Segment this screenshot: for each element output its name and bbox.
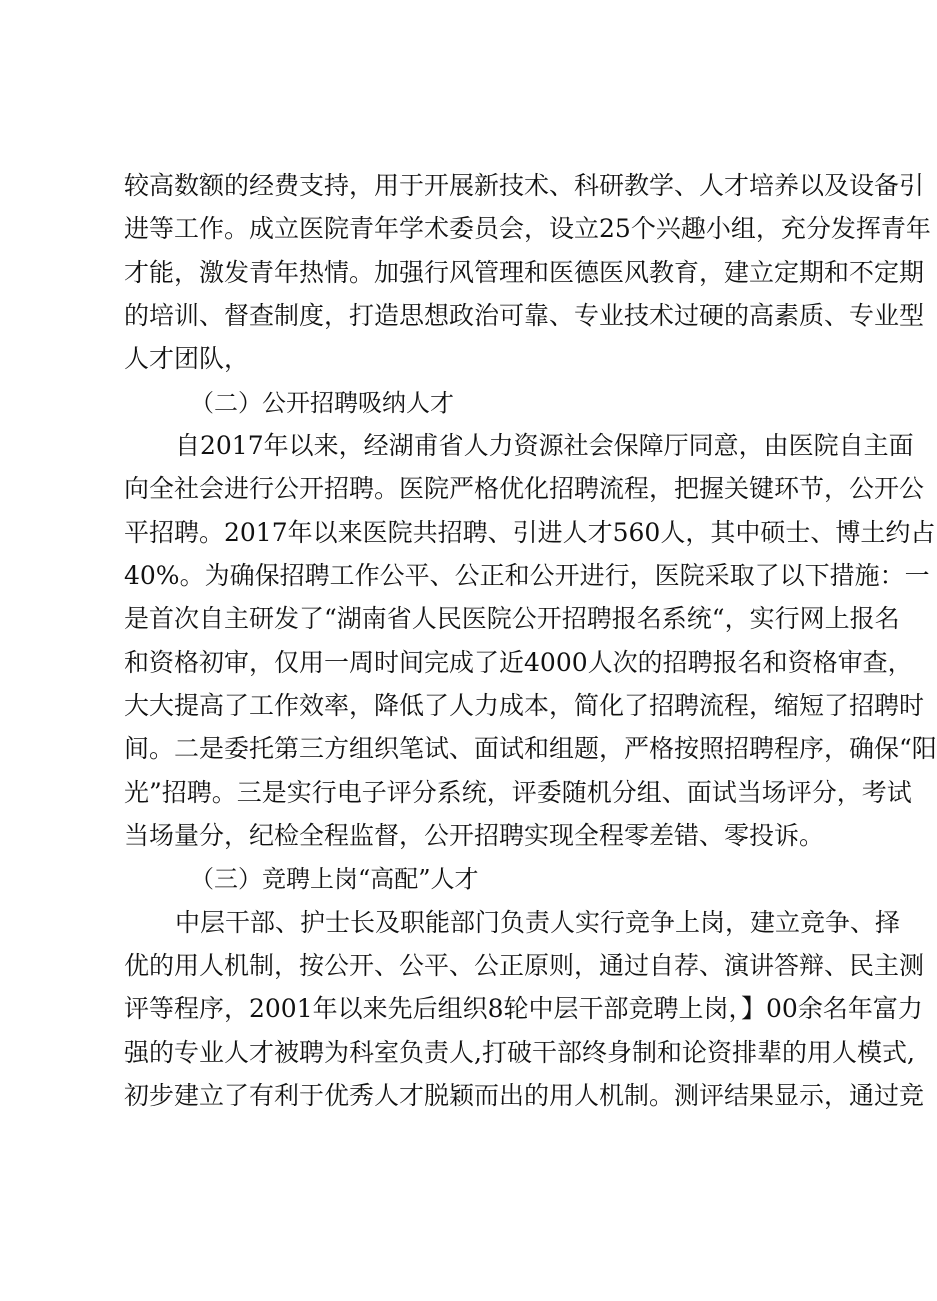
paragraph-first-line: 自2017年以来，经湖甫省人力资源社会保障厅同意，由医院自主面: [175, 431, 914, 460]
body-line: 大大提高了工作效率，降低了人力成本，简化了招聘流程，缩短了招聘时: [124, 691, 925, 720]
body-line: 向全社会进行公开招聘。医院严格优化招聘流程，把握关键环节，公开公: [124, 474, 925, 503]
section-heading-2: （二）公开招聘吸纳人才: [190, 389, 454, 417]
body-line: 才能，激发青年热情。加强行风管理和医德医风教育，建立定期和不定期: [124, 258, 925, 287]
body-line: 的培训、督查制度，打造思想政治可靠、专业技术过硬的高素质、专业型: [124, 301, 925, 330]
body-line: 是首次自主研发了“湖南省人民医院公开招聘报名系统“，实行网上报名: [124, 604, 900, 633]
body-line: 初步建立了有利于优秀人才脱颖而出的用人机制。测评结果显示，通过竞: [124, 1081, 925, 1110]
body-line: 评等程序，2001年以来先后组织8轮中层干部竞聘上岗，】00余名年富力: [124, 994, 923, 1023]
body-line: 和资格初审，仅用一周时间完成了近4000人次的招聘报名和资格审查，: [124, 648, 913, 677]
section-heading-3: （三）竞聘上岗“高配”人才: [190, 865, 479, 893]
body-line: 较高数额的经费支持，用于开展新技术、科研教学、人才培养以及设备引: [124, 171, 925, 200]
body-line: 进等工作。成立医院青年学术委员会，设立25个兴趣小组，充分发挥青年: [124, 214, 931, 243]
body-line: 平招聘。2017年以来医院共招聘、引进人才560人，其中硕士、博土约占: [124, 518, 936, 547]
body-line: 当场量分，纪检全程监督，公开招聘实现全程零差错、零投诉。: [124, 821, 825, 850]
body-line: 40%。为确保招聘工作公平、公正和公开进行，医院采取了以下措施：一: [124, 561, 930, 590]
body-line: 强的专业人才被聘为科室负责人,打破干部终身制和论资排辈的用人模式,: [124, 1038, 915, 1067]
body-line: 人才团队，: [124, 344, 250, 373]
body-line: 优的用人机制，按公开、公平、公正原则，通过自荐、演讲答辩、民主测: [124, 951, 925, 980]
body-line: 光”招聘。三是实行电子评分系统，评委随机分组、面试当场评分，考试: [124, 778, 912, 807]
paragraph-first-line: 中层干部、护士长及职能部门负责人实行竞争上岗，建立竞争、择: [175, 908, 901, 937]
body-line: 间。二是委托第三方组织笔试、面试和组题，严格按照招聘程序，确保“阳: [124, 734, 937, 763]
